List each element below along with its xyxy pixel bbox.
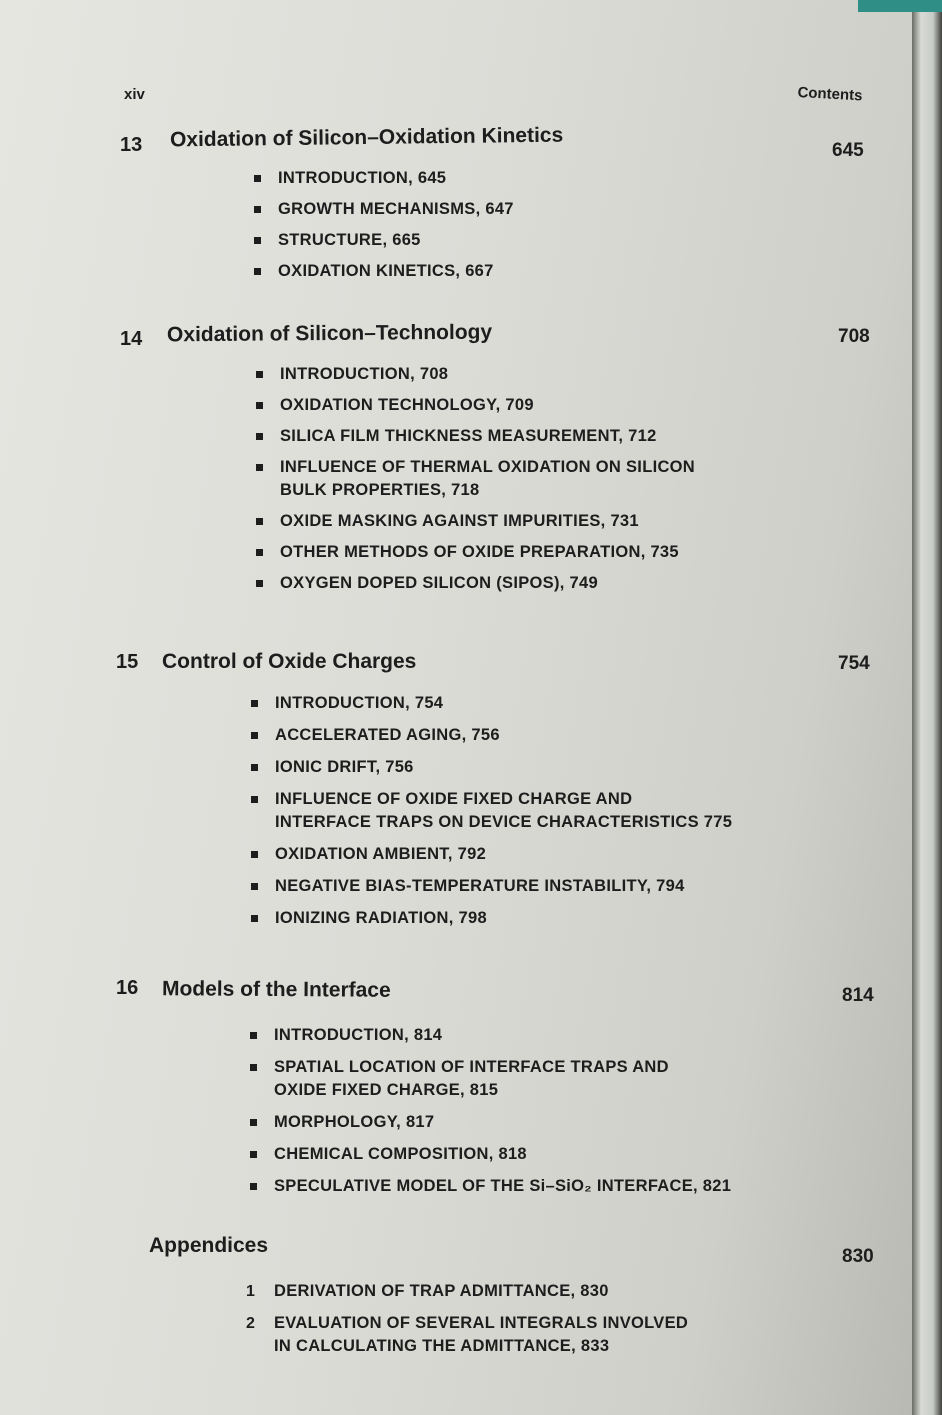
bullet-icon bbox=[250, 1064, 257, 1071]
list-item: INTRODUCTION, 708 bbox=[254, 363, 695, 386]
bullet-icon bbox=[256, 464, 263, 471]
list-item: INTRODUCTION, 754 bbox=[249, 692, 732, 715]
appendices-page: 830 bbox=[842, 1246, 874, 1267]
list-item: SPECULATIVE MODEL OF THE Si–SiO₂ INTERFACE, 821 bbox=[248, 1175, 731, 1198]
appendix-number: 2 bbox=[246, 1315, 256, 1332]
bullet-icon bbox=[256, 371, 263, 378]
bullet-icon bbox=[251, 764, 258, 771]
list-item-continuation: INTERFACE TRAPS ON DEVICE CHARACTERISTICS 775 bbox=[275, 813, 733, 831]
list-item: INFLUENCE OF THERMAL OXIDATION ON SILICON bbox=[254, 456, 695, 479]
page-edge bbox=[912, 0, 942, 1415]
bullet-icon bbox=[251, 915, 258, 922]
list-item: OXIDE MASKING AGAINST IMPURITIES, 731 bbox=[254, 510, 695, 533]
list-item: ACCELERATED AGING, 756 bbox=[249, 724, 732, 747]
list-item: MORPHOLOGY, 817 bbox=[248, 1111, 731, 1134]
bullet-icon bbox=[256, 433, 263, 440]
section-list bbox=[254, 363, 695, 595]
list-item: CHEMICAL COMPOSITION, 818 bbox=[248, 1143, 731, 1166]
list-item: OXIDATION KINETICS, 667 bbox=[252, 260, 514, 283]
chapter-number: 14 bbox=[120, 328, 143, 350]
chapter-page: 814 bbox=[842, 985, 874, 1006]
chapter-number: 16 bbox=[116, 977, 139, 999]
chapter-title: Oxidation of Silicon–Oxidation Kinetics bbox=[169, 123, 564, 152]
bullet-icon bbox=[256, 580, 263, 587]
chapter-number: 15 bbox=[116, 651, 139, 673]
list-item: IONIZING RADIATION, 798 bbox=[249, 907, 732, 930]
list-item: GROWTH MECHANISMS, 647 bbox=[252, 198, 514, 221]
appendix-number: 1 bbox=[246, 1283, 256, 1300]
bullet-icon bbox=[250, 1119, 257, 1126]
list-item: OXIDATION TECHNOLOGY, 709 bbox=[254, 394, 695, 417]
list-item: INFLUENCE OF OXIDE FIXED CHARGE AND bbox=[249, 788, 732, 811]
bullet-icon bbox=[251, 883, 258, 890]
chapter-number: 13 bbox=[120, 134, 143, 156]
running-header: Contents bbox=[797, 84, 863, 105]
list-item-continuation: OXIDE FIXED CHARGE, 815 bbox=[274, 1081, 499, 1099]
bullet-icon bbox=[254, 206, 261, 213]
list-item: INTRODUCTION, 814 bbox=[248, 1024, 731, 1047]
list-item: IONIC DRIFT, 756 bbox=[249, 756, 732, 779]
list-item: SILICA FILM THICKNESS MEASUREMENT, 712 bbox=[254, 425, 695, 448]
bullet-icon bbox=[251, 796, 258, 803]
chapter-page: 708 bbox=[838, 326, 870, 347]
appendix-item: 1 DERIVATION OF TRAP ADMITTANCE, 830 bbox=[246, 1280, 688, 1303]
list-item: STRUCTURE, 665 bbox=[252, 229, 514, 252]
bullet-icon bbox=[256, 402, 263, 409]
bullet-icon bbox=[250, 1151, 257, 1158]
bullet-icon bbox=[254, 237, 261, 244]
chapter-title: Models of the Interface bbox=[161, 977, 391, 1002]
appendices-title: Appendices bbox=[149, 1234, 269, 1257]
list-item: NEGATIVE BIAS-TEMPERATURE INSTABILITY, 794 bbox=[249, 875, 732, 898]
chapter-page: 645 bbox=[832, 140, 864, 161]
bullet-icon bbox=[250, 1032, 257, 1039]
list-item: SPATIAL LOCATION OF INTERFACE TRAPS AND bbox=[248, 1056, 731, 1079]
bullet-icon bbox=[256, 518, 263, 525]
appendix-list bbox=[246, 1280, 688, 1358]
chapter-page: 754 bbox=[838, 653, 870, 674]
appendix-item: 2 EVALUATION OF SEVERAL INTEGRALS INVOLVED bbox=[246, 1312, 688, 1335]
bullet-icon bbox=[254, 268, 261, 275]
bullet-icon bbox=[251, 732, 258, 739]
list-item: OTHER METHODS OF OXIDE PREPARATION, 735 bbox=[254, 541, 695, 564]
section-list bbox=[249, 692, 732, 930]
bullet-icon bbox=[251, 851, 258, 858]
section-list bbox=[248, 1024, 731, 1198]
cover-edge bbox=[858, 0, 942, 12]
page-number-roman: xiv bbox=[124, 86, 145, 103]
appendix-item-continuation: IN CALCULATING THE ADMITTANCE, 833 bbox=[274, 1337, 610, 1355]
bullet-icon bbox=[254, 175, 261, 182]
list-item: OXIDATION AMBIENT, 792 bbox=[249, 843, 732, 866]
bullet-icon bbox=[251, 700, 258, 707]
list-item-continuation: BULK PROPERTIES, 718 bbox=[280, 481, 480, 499]
section-list bbox=[252, 167, 514, 283]
list-item: OXYGEN DOPED SILICON (SIPOS), 749 bbox=[254, 572, 695, 595]
list-item: INTRODUCTION, 645 bbox=[252, 167, 514, 190]
chapter-title: Control of Oxide Charges bbox=[162, 650, 417, 673]
chapter-title: Oxidation of Silicon–Technology bbox=[166, 320, 493, 347]
bullet-icon bbox=[250, 1183, 257, 1190]
bullet-icon bbox=[256, 549, 263, 556]
